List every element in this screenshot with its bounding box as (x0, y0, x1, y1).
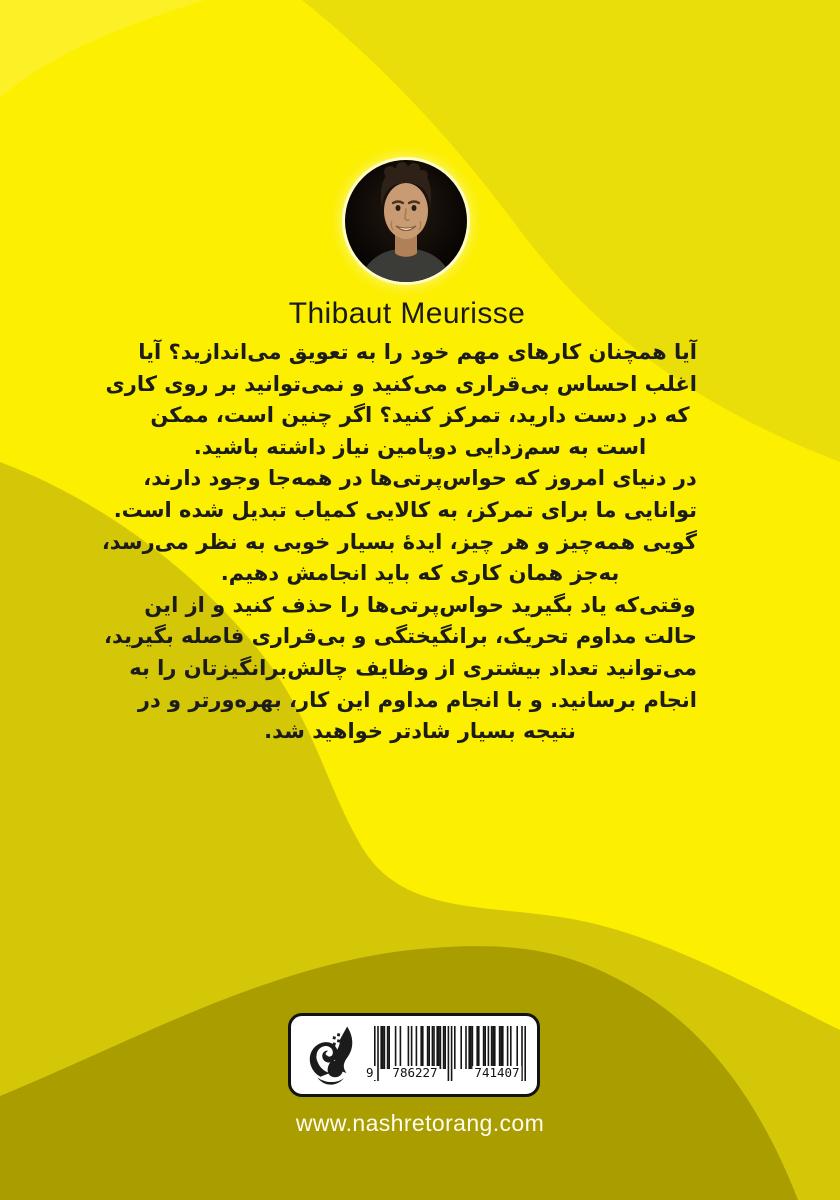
blurb-line: است به سم‌زدایی دوپامین نیاز داشته باشید. (193, 434, 647, 459)
blurb-line: انجام برسانید. و با انجام مداوم این کار، بهره‌ورتر و در (137, 687, 697, 712)
ean-barcode (364, 1023, 536, 1087)
blurb-line: اغلب احساس بی‌قراری می‌کنید و نمی‌توانید بر روی کاری (105, 371, 697, 396)
blurb-line: حالت مداوم تحریک، برانگیختگی و بی‌قراری فاصله بگیرید، (103, 624, 697, 649)
blurb-line: وقتی‌که یاد بگیرید حواس‌پرتی‌ها را حذف کنید و از این (144, 592, 696, 617)
blurb-line: در دنیای امروز که حواس‌پرتی‌ها در همه‌جا وجود دارند، (143, 466, 697, 491)
isbn-barcode-label (288, 1013, 540, 1097)
isbn-digits-right: 741407 (474, 1065, 520, 1080)
torang-bird-logo-icon (300, 1021, 362, 1089)
blurb-line: آیا همچنان کارهای مهم خود را به تعویق می‌اندازید؟ آیا (138, 340, 697, 364)
wave-top-left-glow (0, 0, 205, 98)
blurb-line: توانایی ما برای تمرکز، به کالایی کمیاب تبدیل شده است. (113, 497, 697, 522)
author-photo (345, 160, 467, 282)
blurb-line: به‌جز همان کاری که باید انجامش دهیم. (220, 561, 620, 586)
blurb-line: که در دست دارید، تمرکز کنید؟ اگر چنین است، ممکن (150, 403, 690, 428)
portrait-eye-left (396, 205, 401, 211)
blurb-line: می‌توانید تعداد بیشتری از وظایف چالش‌برانگیزتان را به (129, 655, 697, 680)
publisher-logo (300, 1021, 362, 1089)
author-name: Thibaut Meurisse (288, 297, 526, 330)
publisher-website-url: www.nashretorang.com (295, 1110, 545, 1136)
blurb-text (101, 337, 697, 748)
blurb-line: گویی همه‌چیز و هر چیز، ایدهٔ بسیار خوبی به نظر می‌رسد، (101, 529, 697, 554)
isbn-digits-prefix: 9 (366, 1065, 374, 1080)
isbn-digits-left: 786227 (392, 1065, 438, 1080)
portrait-eye-right (412, 205, 417, 211)
portrait-illustration (345, 160, 467, 282)
blurb-line: نتیجه بسیار شادتر خواهید شد. (264, 719, 576, 744)
